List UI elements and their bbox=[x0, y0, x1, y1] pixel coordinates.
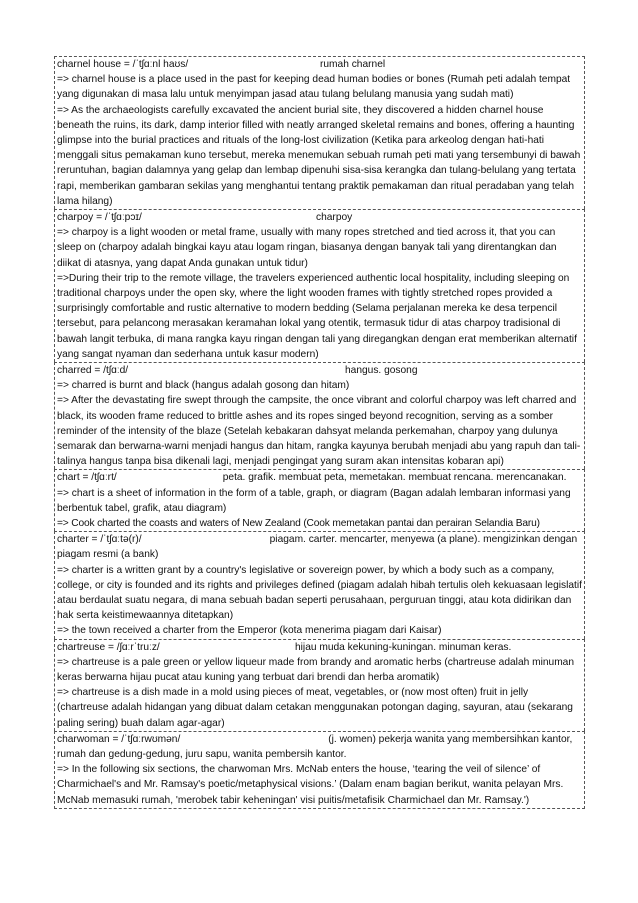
entry-head bbox=[57, 57, 582, 72]
entry-charred bbox=[54, 362, 585, 469]
entry-example: => the town received a charter from the Emperor (kota menerima piagam dari Kaisar) bbox=[57, 625, 442, 637]
entry-gloss: (j. women) pekerja wanita yang membersihkan kantor, rumah dan gedung-gedung, juru sapu, wanita pembersih kantor. bbox=[57, 733, 573, 761]
entry-head bbox=[57, 640, 582, 655]
entry-gloss: piagam. carter. mencarter, menyewa (a plane). mengizinkan dengan piagam resmi (a bank) bbox=[57, 534, 578, 561]
entry-definition: => charnel house is a place used in the past for keeping dead human bodies or bones (Rumah peti adalah tempat yang digunakan di masa lalu untuk menyimpan jasad atau tulang belulang manusia yang sudah mati) bbox=[57, 74, 571, 101]
entry-chart bbox=[54, 469, 585, 531]
entry-definition: => chart is a sheet of information in the form of a table, graph, or diagram (Bagan adalah lembaran informasi yang berbentuk tabel, grafik, atau diagram) bbox=[57, 487, 571, 514]
entry-definition: => charpoy is a light wooden or metal frame, usually with many ropes stretched and tied across it, that you can sleep on (charpoy adalah bingkai kayu atau logam ringan, biasanya dengan banyak tali yang direntangkan dan diikat di atasnya, yang dapat Anda gunakan untuk tidur) bbox=[57, 227, 557, 269]
entry-charnel-house bbox=[54, 56, 585, 209]
entry-chartreuse bbox=[54, 639, 585, 731]
entry-definition: => charter is a written grant by a country's legislative or sovereign power, by which a body such as a company, college, or city is founded and its rights and privileges defined (piagam adalah hibah tertulis oleh kekuasaan legislatif atau berdaulat suatu negara, di mana sebuah badan seperti perusahaan, perguruan tinggi, atau kota didirikan dan hak serta keistimewaannya ditetapkan) bbox=[57, 564, 582, 622]
entry-gloss: peta. grafik. membuat peta, memetakan. membuat rencana. merencanakan. bbox=[222, 472, 567, 484]
entry-head bbox=[57, 532, 582, 562]
entry-term: chartreuse = /ʃɑːrˈtruːz/ bbox=[57, 641, 160, 653]
entry-gloss: hangus. gosong bbox=[345, 365, 418, 377]
entry-charwoman bbox=[54, 731, 585, 809]
dictionary-page bbox=[54, 56, 585, 809]
entry-term: charpoy = /ˈtʃɑːpɔɪ/ bbox=[57, 212, 142, 224]
entry-example: => In the following six sections, the charwoman Mrs. McNab enters the house, ‘tearing the veil of silence’ of Charmichael's and Mr. Ramsay's poetic/metaphysical visions.’ (Dalam enam bagian berikut, wanita pelayan Mrs. McNab memasuki rumah, 'merobek tabir keheningan' visi puitis/metafisik Charmichael dan Mr. Ramsay.') bbox=[57, 764, 564, 806]
entry-example: => As the archaeologists carefully excavated the ancient burial site, they discovered a hidden charnel house beneath the ruins, its dark, damp interior filled with neatly arranged skeletal remains and bones, offering a haunting glimpse into the burial practices and rituals of the long-lost civilization (Ketika para arkeolog dengan hati-hati menggali situs pemakaman kuno tersebut, mereka menemukan sebuah rumah peti mati yang tersembunyi di bawah reruntuhan, bagian dalamnya yang gelap dan lembap dipenuhi sisa-sisa kerangka dan tulang-belulang yang tertata rapi, memberikan gambaran sekilas yang menghantui tentang praktik pemakaman dan ritual peradaban yang telah lama hilang) bbox=[57, 104, 581, 207]
entry-term: charwoman = /ˈtʃɑːrwʊmən/ bbox=[57, 733, 181, 745]
entry-gloss: charpoy bbox=[316, 212, 353, 224]
entry-example: => chartreuse is a dish made in a mold using pieces of meat, vegetables, or (now most often) fruit in jelly (chartreuse adalah hidangan yang dibuat dalam cetakan menggunakan potongan daging, sayuran, atau (sekarang paling sering) buah dalam agar-agar) bbox=[57, 687, 573, 729]
entry-charpoy bbox=[54, 209, 585, 362]
entry-example: => Cook charted the coasts and waters of New Zealand (Cook memetakan pantai dan perairan Selandia Baru) bbox=[57, 518, 540, 530]
entry-gloss: rumah charnel bbox=[320, 59, 386, 70]
entry-head bbox=[57, 363, 582, 378]
entry-example: => After the devastating fire swept through the campsite, the once vibrant and colorful charpoy was left charred and black, its wooden frame reduced to brittle ashes and its ropes singed beyond recognition, serving as a somber reminder of the intensity of the blaze (Setelah kebakaran dahsyat melanda perkemahan, charpoy yang dulunya semarak dan berwarna-warni menjadi hangus dan hitam, rangka kayunya berubah menjadi abu yang rapuh dan tali-talinya hangus tanpa bisa dikenali lagi, menjadi pengingat yang suram akan intensitas kobaran api) bbox=[57, 395, 581, 468]
entry-definition: => chartreuse is a pale green or yellow liqueur made from brandy and aromatic herbs (chartreuse adalah minuman keras berwarna hijau pucat atau kuning yang terbuat dari brendi dan herba aromatik) bbox=[57, 656, 575, 684]
entry-head bbox=[57, 732, 582, 762]
entry-term: charter = /ˈtʃɑːtə(r)/ bbox=[57, 534, 142, 546]
entry-definition: => charred is burnt and black (hangus adalah gosong dan hitam) bbox=[57, 380, 350, 392]
entry-example: =>During their trip to the remote village, the travelers experienced authentic local hospitality, including sleeping on traditional charpoys under the open sky, where the light wooden frames with tightly stretched ropes provided a surprisingly comfortable and rustic alternative to modern bedding (Selama perjalanan mereka ke desa terpencil tersebut, para pelancong merasakan keramahan lokal yang otentik, termasuk tidur di atas charpoy tradisional di bawah langit terbuka, di mana rangka kayu ringan dengan tali yang diregangkan dengan erat memberikan alternatif yang sangat nyaman dan sederhana untuk kasur modern) bbox=[57, 272, 577, 360]
entry-gloss: hijau muda kekuning-kuningan. minuman keras. bbox=[295, 641, 512, 653]
entry-head bbox=[57, 470, 582, 485]
entry-charter bbox=[54, 531, 585, 638]
entry-term: chart = /tʃɑːrt/ bbox=[57, 472, 117, 484]
entry-term: charnel house = /ˈtʃɑːnl haʊs/ bbox=[57, 59, 189, 70]
entry-term: charred = /tʃɑːd/ bbox=[57, 365, 129, 377]
entry-head bbox=[57, 210, 582, 225]
